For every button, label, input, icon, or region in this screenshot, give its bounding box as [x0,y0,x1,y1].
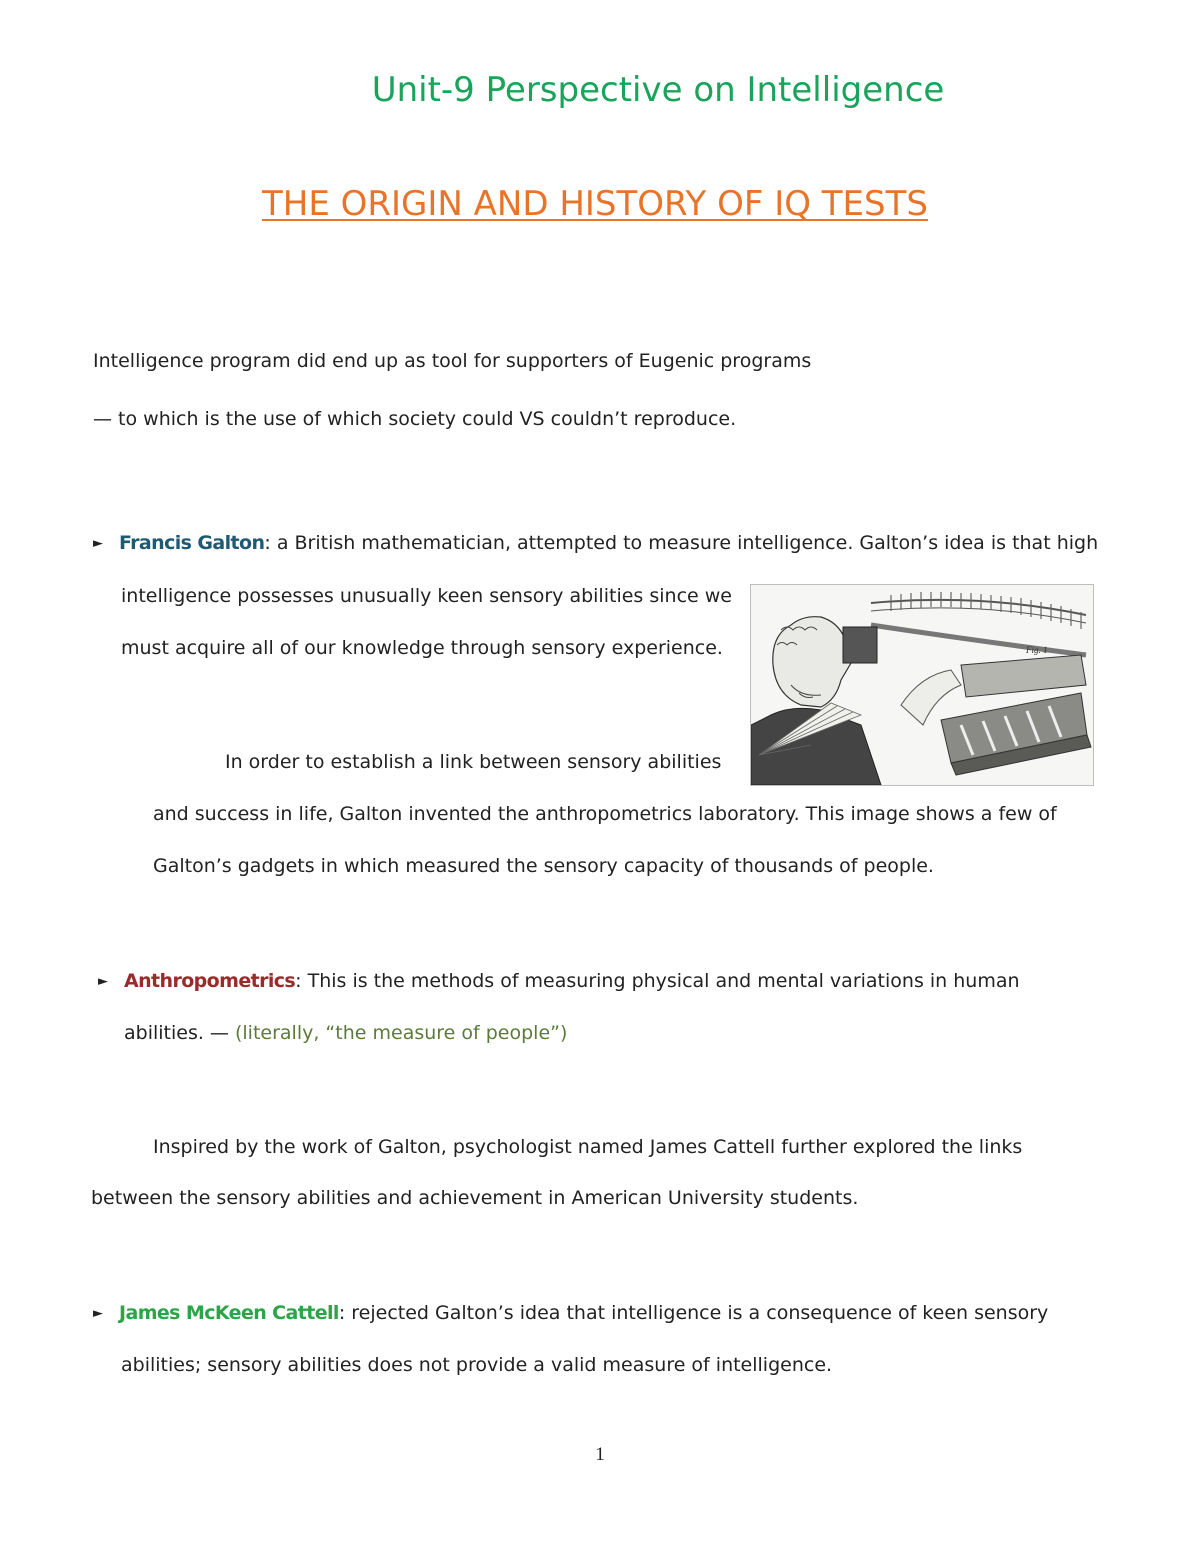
galton-line-6: Galton’s gadgets in which measured the sensory capacity of thousands of people. [153,855,934,877]
anthropometrics-bullet-line [98,968,1020,995]
galton-line-4: In order to establish a link between sensory abilities [225,751,722,773]
galton-line-5: and success in life, Galton invented the anthropometrics laboratory. This image shows a few of [153,803,1057,825]
anthropometrics-line-1: : This is the methods of measuring physical and mental variations in human [295,970,1020,992]
galton-line-1: : a British mathematician, attempted to measure intelligence. Galton’s idea is that high [264,532,1099,554]
galton-gadgets-figure [750,584,1094,786]
page-number: 1 [595,1444,605,1465]
bullet-arrow-icon: ► [93,536,103,551]
galton-bullet-line [93,530,1098,557]
intro-line-1: Intelligence program did end up as tool for supporters of Eugenic programs [93,350,812,372]
cattell-line-2: abilities; sensory abilities does not provide a valid measure of intelligence. [121,1354,833,1376]
cattell-bullet-line [93,1300,1048,1327]
galton-line-3: must acquire all of our knowledge through sensory experience. [121,637,723,659]
term-anthropometrics: Anthropometrics [124,970,296,992]
term-james-mckeen-cattell: James McKeen Cattell [119,1302,339,1324]
cattell-paragraph-line-2: between the sensory abilities and achievement in American University students. [91,1187,859,1209]
main-heading [0,184,1190,224]
cattell-paragraph-line-1: Inspired by the work of Galton, psychologist named James Cattell further explored the links [153,1136,1023,1158]
anthropometrics-line-2-start: abilities. — [124,1022,235,1044]
main-heading-text: THE ORIGIN AND HISTORY OF IQ TESTS [262,184,928,224]
term-francis-galton: Francis Galton [119,532,265,554]
intro-line-2: — to which is the use of which society could VS couldn’t reproduce. [93,408,737,430]
bullet-arrow-icon: ► [93,1306,103,1321]
anthropometrics-quote: (literally, “the measure of people”) [234,1022,568,1044]
anthropometrics-line-2 [124,1020,567,1046]
galton-gadgets-illustration [751,585,1093,785]
unit-title: Unit-9 Perspective on Intelligence [371,70,945,110]
cattell-line-1: : rejected Galton’s idea that intelligence is a consequence of keen sensory [338,1302,1049,1324]
bullet-arrow-icon: ► [98,974,108,989]
fig-1-label: Fig. 1 [1026,645,1048,655]
galton-line-2: intelligence possesses unusually keen sensory abilities since we [121,585,732,607]
